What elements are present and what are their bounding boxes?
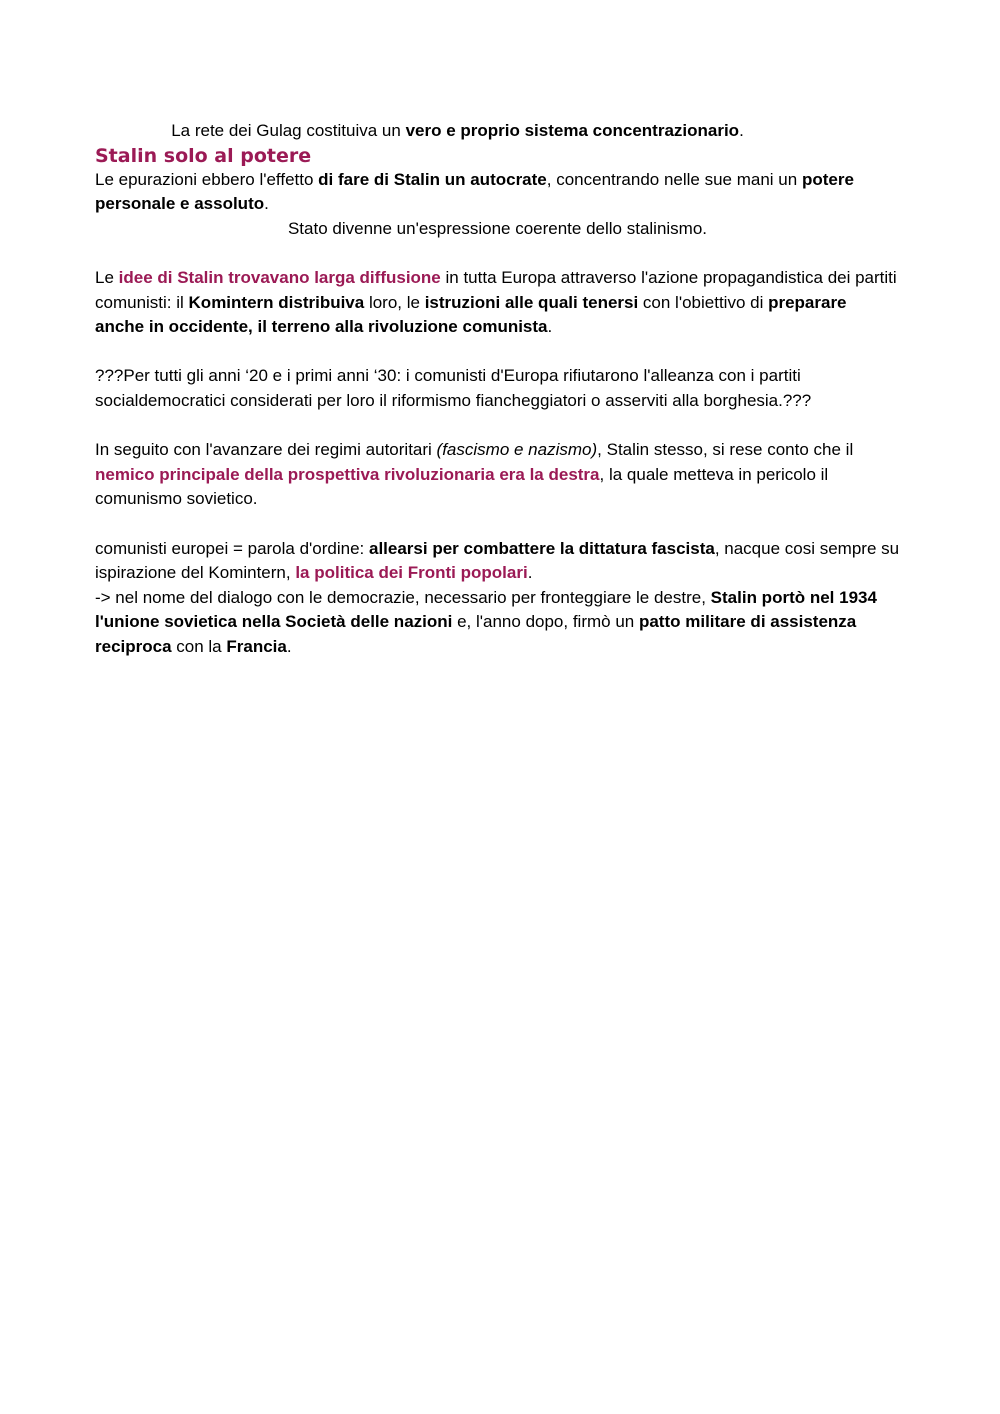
- bold-text: potere personale e assoluto: [95, 169, 854, 214]
- text: e, l'anno dopo, firmò un: [452, 612, 639, 632]
- text: loro, le: [364, 292, 425, 312]
- spacer: [95, 340, 900, 365]
- purges-paragraph: [95, 168, 900, 217]
- text: , Stalin stesso, si rese conto che il: [597, 440, 854, 460]
- bold-text: allearsi per combattere la dittatura fascista: [369, 538, 715, 558]
- league-paragraph: [95, 586, 900, 660]
- italic-text: (fascismo e nazismo): [436, 440, 598, 460]
- bold-text: patto militare di assistenza reciproca: [95, 612, 857, 656]
- text: .: [547, 317, 553, 337]
- text: , la quale metteva in pericolo il comunismo sovietico.: [95, 464, 829, 509]
- text: , concentrando nelle sue mani un: [546, 169, 802, 189]
- text: in tutta Europa attraverso l'azione propagandistica dei partiti comunisti: il: [95, 267, 897, 312]
- text: , nacque cosi sempre su ispirazione del Komintern,: [95, 538, 900, 583]
- highlight-text: la politica dei Fronti popolari: [295, 563, 528, 583]
- ideas-paragraph: [95, 266, 900, 340]
- gulag-line: [95, 119, 900, 144]
- text: con l'obiettivo di: [638, 292, 769, 312]
- highlight-text: nemico principale della prospettiva rivoluzionaria era la destra: [95, 464, 600, 484]
- twenties-paragraph: ???Per tutti gli anni ‘20 e i primi anni ‘30: i comunisti d'Europa rifiutarono l'alleanza con i partiti socialdemocratici considerati per loro il riformismo fiancheggiatori o asserviti alla borghesia.???: [95, 366, 812, 410]
- state-line: Stato divenne un'espressione coerente dello stalinismo.: [287, 218, 708, 238]
- text: La rete dei Gulag costituiva un: [171, 121, 406, 140]
- text: comunisti europei = parola d'ordine:: [95, 538, 369, 558]
- text: .: [264, 194, 269, 214]
- text: .: [527, 563, 533, 583]
- fronts-paragraph: [95, 537, 900, 586]
- bold-text: preparare anche in occidente, il terreno alla rivoluzione comunista: [95, 292, 847, 337]
- section-heading: Stalin solo al potere: [95, 144, 312, 167]
- bold-text: istruzioni alle quali tenersi: [424, 292, 639, 312]
- regimes-paragraph: [95, 438, 900, 512]
- bold-text: Francia: [226, 636, 287, 656]
- bold-text: vero e proprio sistema concentrazionario: [405, 121, 740, 140]
- bold-text: Stalin portò nel 1934 l'unione sovietica nella Società delle nazioni: [95, 587, 877, 632]
- text: Le epurazioni ebbero l'effetto: [95, 169, 319, 189]
- text: .: [739, 121, 744, 140]
- spacer: [95, 512, 900, 537]
- highlight-text: idee di Stalin trovavano larga diffusione: [118, 267, 441, 287]
- bold-text: di fare di Stalin un autocrate: [318, 169, 547, 189]
- text: con la: [171, 636, 227, 656]
- text: -> nel nome del dialogo con le democrazie, necessario per fronteggiare le destre,: [95, 587, 711, 607]
- text: Le: [95, 267, 119, 287]
- spacer: [95, 414, 900, 439]
- text: In seguito con l'avanzare dei regimi autoritari: [95, 440, 437, 460]
- bold-text: Komintern distribuiva: [188, 292, 365, 312]
- text: .: [286, 636, 292, 656]
- spacer: [95, 241, 900, 266]
